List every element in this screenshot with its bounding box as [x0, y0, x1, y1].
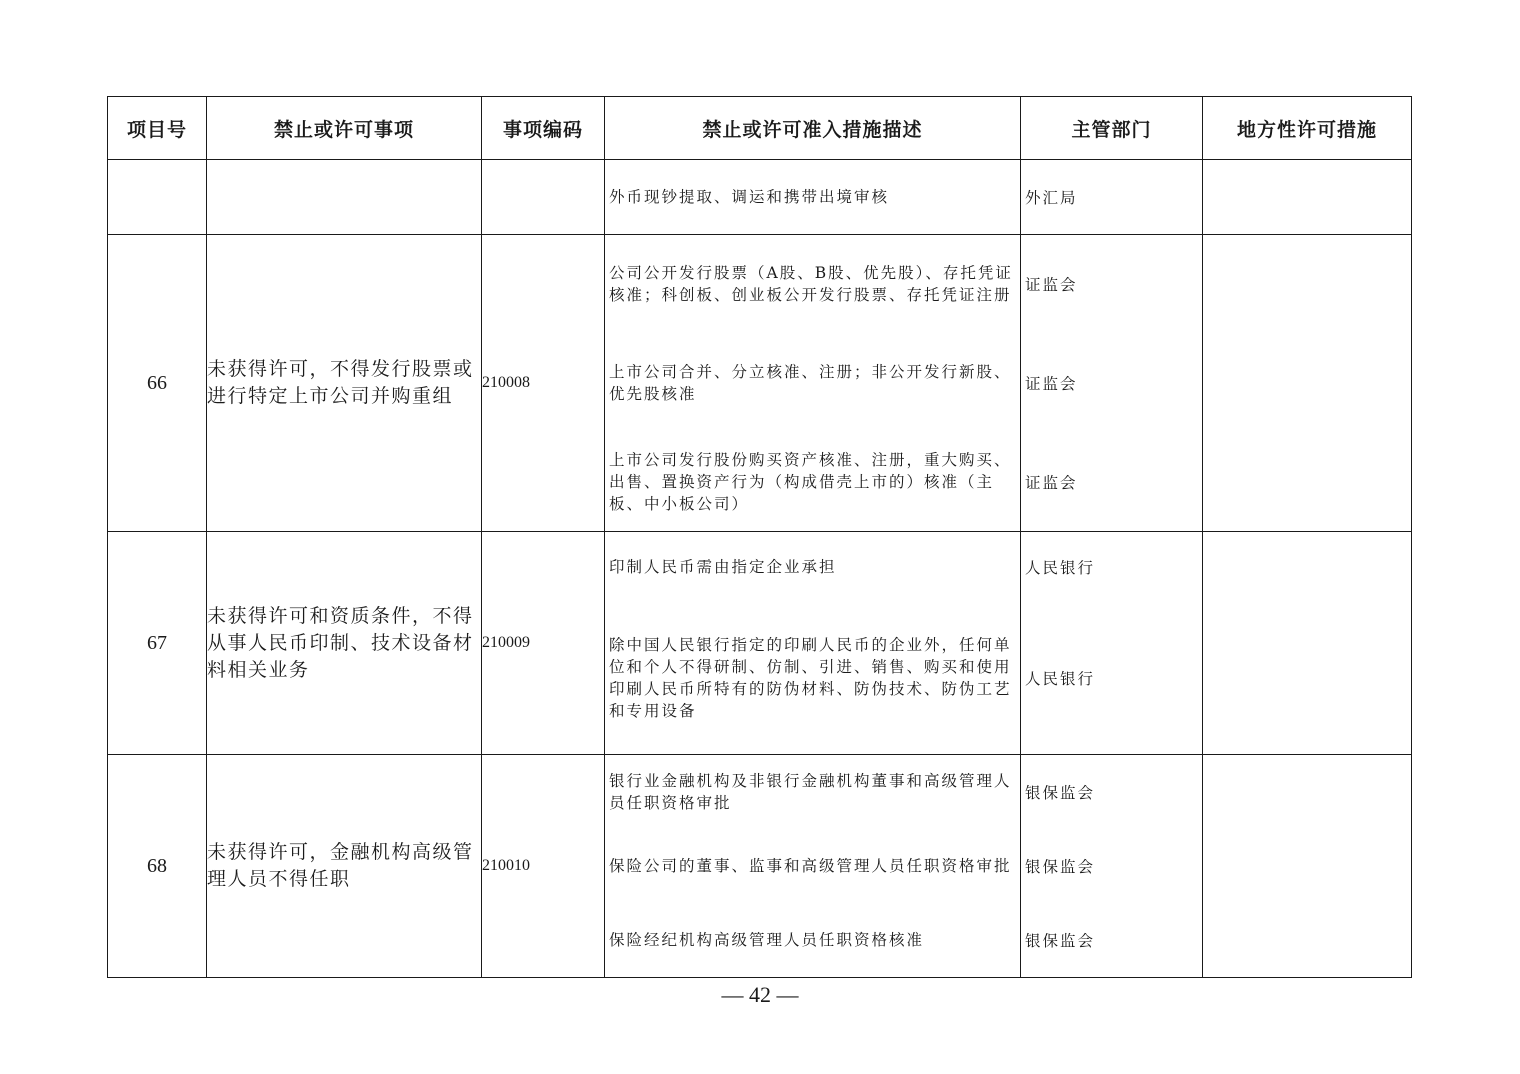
department-text: 证监会	[1025, 473, 1078, 492]
item-number: 67	[108, 532, 207, 755]
description-cell	[605, 235, 1021, 532]
description-cell	[605, 160, 1021, 235]
department-cell	[1021, 532, 1203, 755]
item-code: 210010	[482, 755, 605, 978]
item-text: 未获得许可，不得发行股票或进行特定上市公司并购重组	[207, 235, 482, 532]
item-number: 66	[108, 235, 207, 532]
description-text: 保险公司的董事、监事和高级管理人员任职资格审批	[609, 857, 1012, 875]
description-cell	[605, 755, 1021, 978]
item-code	[482, 160, 605, 235]
header-department: 主管部门	[1021, 97, 1203, 160]
department-text: 人民银行	[1025, 559, 1096, 577]
description-text: 外币现钞提取、调运和携带出境审核	[609, 188, 890, 206]
description-text: 上市公司发行股份购买资产核准、注册，重大购买、出售、置换资产行为（构成借壳上市的）核准（主板、中小板公司）	[609, 450, 1012, 513]
local-measures-cell	[1203, 755, 1412, 978]
item-code: 210008	[482, 235, 605, 532]
description-text: 保险经纪机构高级管理人员任职资格核准	[609, 931, 925, 949]
department-cell	[1021, 160, 1203, 235]
department-cell	[1021, 755, 1203, 978]
permit-table	[107, 96, 1412, 978]
table-row	[108, 235, 1412, 532]
description-text: 公司公开发行股票（A股、B股、优先股）、存托凭证核准；科创板、创业板公开发行股票、存托凭证注册	[609, 264, 1013, 305]
department-text: 证监会	[1025, 375, 1078, 393]
table-row	[108, 532, 1412, 755]
item-text: 未获得许可，金融机构高级管理人员不得任职	[207, 755, 482, 978]
department-text: 银保监会	[1025, 858, 1096, 876]
header-code: 事项编码	[482, 97, 605, 160]
description-text: 银行业金融机构及非银行金融机构董事和高级管理人员任职资格审批	[609, 772, 1012, 812]
local-measures-cell	[1203, 160, 1412, 235]
item-number: 68	[108, 755, 207, 978]
header-item-number: 项目号	[108, 97, 207, 160]
description-text: 上市公司合并、分立核准、注册；非公开发行新股、优先股核准	[609, 363, 1012, 403]
department-text: 银保监会	[1025, 932, 1096, 950]
department-text: 银保监会	[1025, 784, 1096, 802]
department-cell	[1021, 235, 1203, 532]
page-number: — 42 —	[721, 982, 799, 1007]
header-description: 禁止或许可准入措施描述	[605, 97, 1021, 160]
header-row	[108, 97, 1412, 160]
item-text	[207, 160, 482, 235]
item-text: 未获得许可和资质条件，不得从事人民币印制、技术设备材料相关业务	[207, 532, 482, 755]
local-measures-cell	[1203, 532, 1412, 755]
department-text: 外汇局	[1025, 189, 1078, 207]
table-row	[108, 755, 1412, 978]
header-local-measures: 地方性许可措施	[1203, 97, 1412, 160]
department-text: 人民银行	[1025, 670, 1096, 688]
description-text: 除中国人民银行指定的印刷人民币的企业外，任何单位和个人不得研制、仿制、引进、销售、购买和使用印刷人民币所特有的防伪材料、防伪技术、防伪工艺和专用设备	[609, 636, 1012, 720]
item-code: 210009	[482, 532, 605, 755]
table-row	[108, 160, 1412, 235]
description-text: 印制人民币需由指定企业承担	[609, 558, 837, 576]
description-cell	[605, 532, 1021, 755]
item-number	[108, 160, 207, 235]
department-text: 证监会	[1025, 276, 1078, 295]
header-item: 禁止或许可事项	[207, 97, 482, 160]
local-measures-cell	[1203, 235, 1412, 532]
